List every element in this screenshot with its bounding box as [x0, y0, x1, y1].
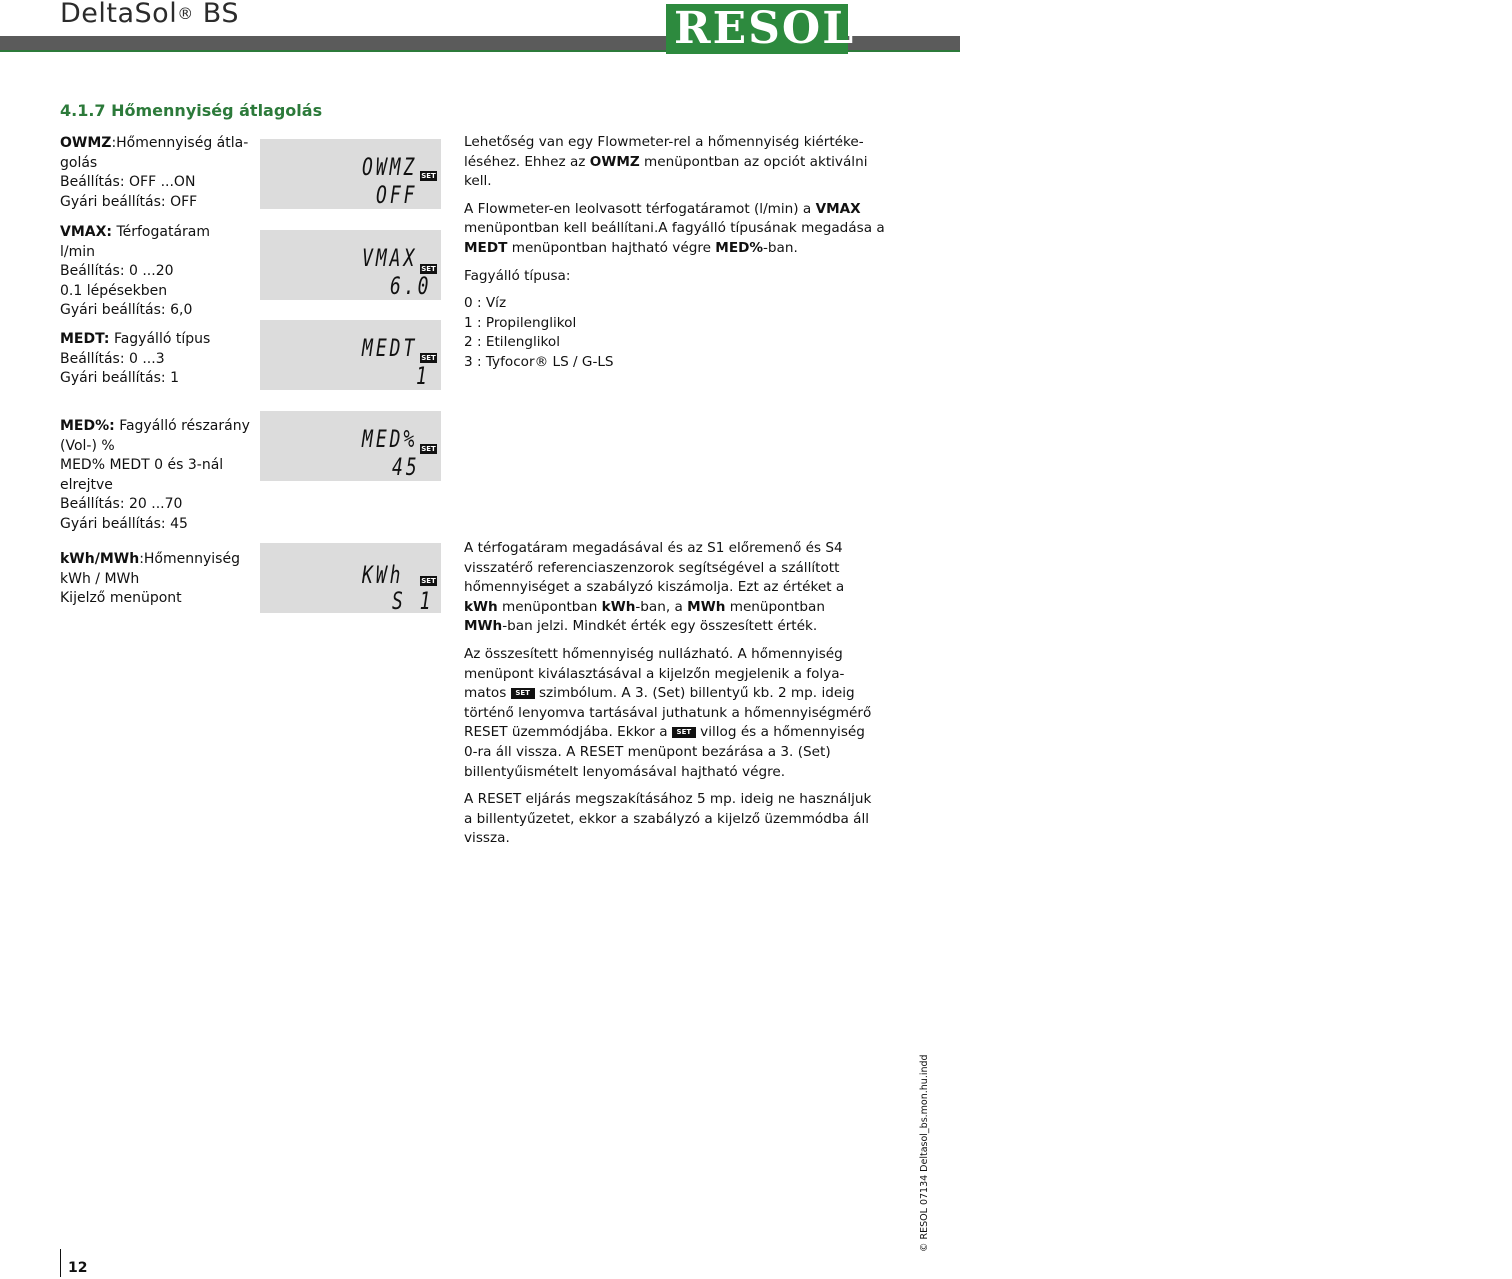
list-item: 3 : Tyfocor® LS / G-LS — [464, 353, 614, 370]
lcd-bottom-text: 1 — [416, 362, 430, 390]
param-line: 0.1 lépésekben — [60, 282, 168, 299]
list-item: 2 : Etilenglikol — [464, 334, 560, 351]
param-line: (Vol-) % — [60, 437, 115, 454]
param-line: MED% MEDT 0 és 3-nál — [60, 457, 224, 474]
lcd-display-kwh — [260, 543, 441, 613]
param-owmz — [60, 134, 248, 212]
lcd-display-vmax — [260, 230, 441, 300]
param-line: Kijelző menüpont — [60, 590, 182, 607]
page-number-rule — [60, 1249, 61, 1277]
param-line: Gyári beállítás: 6,0 — [60, 302, 193, 319]
lcd-set-indicator: SET — [421, 172, 436, 180]
param-line: VMAX: Térfogatáram — [60, 224, 210, 240]
list-item: 0 : Víz — [464, 295, 507, 312]
param-medt — [60, 330, 210, 389]
lcd-top-text: MED% — [362, 425, 418, 453]
page-number: 12 — [68, 1260, 88, 1276]
section-title: 4.1.7 Hőmennyiség átlagolás — [60, 101, 323, 120]
param-line: Beállítás: 0 ...20 — [60, 263, 174, 280]
param-vmax — [60, 223, 210, 321]
lcd-set-indicator: SET — [421, 265, 436, 273]
param-line: OWMZ:Hőmennyiség átla- — [60, 135, 249, 151]
lcd-bottom-text: 45 — [392, 453, 420, 481]
lcd-display-owmz — [260, 139, 441, 209]
param-kwh-mwh — [60, 550, 240, 609]
param-line: Beállítás: 20 ...70 — [60, 496, 183, 513]
lcd-bottom-text: 6.0 — [390, 272, 432, 300]
antifreeze-types-heading: Fagyálló típusa: — [464, 267, 571, 284]
param-line: MED%: Fagyálló részarány — [60, 418, 250, 434]
resol-logo: RESOL ® — [666, 4, 848, 54]
param-line: Beállítás: 0 ...3 — [60, 350, 165, 367]
lcd-top-text: VMAX — [362, 244, 418, 272]
param-line: Gyári beállítás: OFF — [60, 193, 198, 210]
param-line: kWh / MWh — [60, 570, 140, 587]
param-line: l/min — [60, 243, 96, 260]
lcd-display-medt — [260, 320, 441, 390]
param-line: kWh/MWh:Hőmennyiség — [60, 551, 240, 567]
param-line: elrejtve — [60, 476, 113, 493]
param-line: Gyári beállítás: 1 — [60, 370, 179, 387]
lcd-display-med-percent — [260, 411, 441, 481]
lcd-set-indicator: SET — [421, 445, 436, 453]
description-owmz: Lehetőség van egy Flowmeter-rel a hőmennyiség kiértéke- léséhez. Ehhez az OWMZ menüpontban az opciót aktiválni kell. A Flowmeter-en leolvasott térfogatáramot (l/min) a VMAX menüpontban kell beállítani.A fagyálló típusának megadása a MEDT menüpontban hajtható végre MED%-ban. Fagyálló típusa: 0 : Víz 1 : Propilenglikol 2 : Etilenglikol 3 : Tyfocor® LS / G-LS — [464, 133, 846, 381]
lcd-set-indicator: SET — [421, 577, 436, 585]
lcd-top-text: OWMZ — [362, 153, 418, 181]
lcd-bottom-text: S 1 — [392, 587, 434, 615]
set-symbol-icon: SET — [672, 727, 696, 738]
document-title: DeltaSol® BS — [60, 0, 239, 29]
antifreeze-type-list — [464, 294, 846, 372]
param-med-percent — [60, 417, 250, 535]
param-line: golás — [60, 154, 98, 171]
param-line: Gyári beállítás: 45 — [60, 515, 188, 532]
lcd-bottom-text: OFF — [376, 181, 418, 209]
description-kwh: A térfogatáram megadásával és az S1 előremenő és S4 visszatérő referenciaszenzorok segítségével a szállított hőmennyiséget a szabályzó kiszámolja. Ezt az értéket a kWh menüpontban kWh-ban, a MWh menüpontban MWh-ban jelzi. Mindkét érték egy összesített érték. Az összesített hőmennyiség nullázható. A hőmennyiség menüpont kiválasztásával a kijelzőn megjelenik a folya- matos SET szimbólum. A 3. (Set) billentyű kb. 2 mp. ideig történő lenyomva tartásával juthatunk a hőmennyiségmérő RESET üzemmódjába. Ekkor a SET villog és a hőmennyiség 0-ra áll vissza. A RESET menüpont bezárása a 3. (Set) billentyűismételt lenyomásával hajtható végre. A RESET eljárás megszakításához 5 mp. ideig ne használjuk a billentyűzetet, ekkor a szabályzó a kijelző üzemmódba áll vissza. — [464, 540, 872, 847]
file-imprint: © RESOL 07134 Deltasol_bs.mon.hu.indd — [919, 1054, 930, 1252]
lcd-top-text: KWh — [362, 561, 404, 589]
param-line: Beállítás: OFF ...ON — [60, 174, 196, 191]
lcd-set-indicator: SET — [421, 354, 436, 362]
list-item: 1 : Propilenglikol — [464, 314, 577, 331]
param-line: MEDT: Fagyálló típus — [60, 331, 211, 347]
lcd-top-text: MEDT — [362, 334, 418, 362]
set-symbol-icon: SET — [511, 688, 535, 699]
